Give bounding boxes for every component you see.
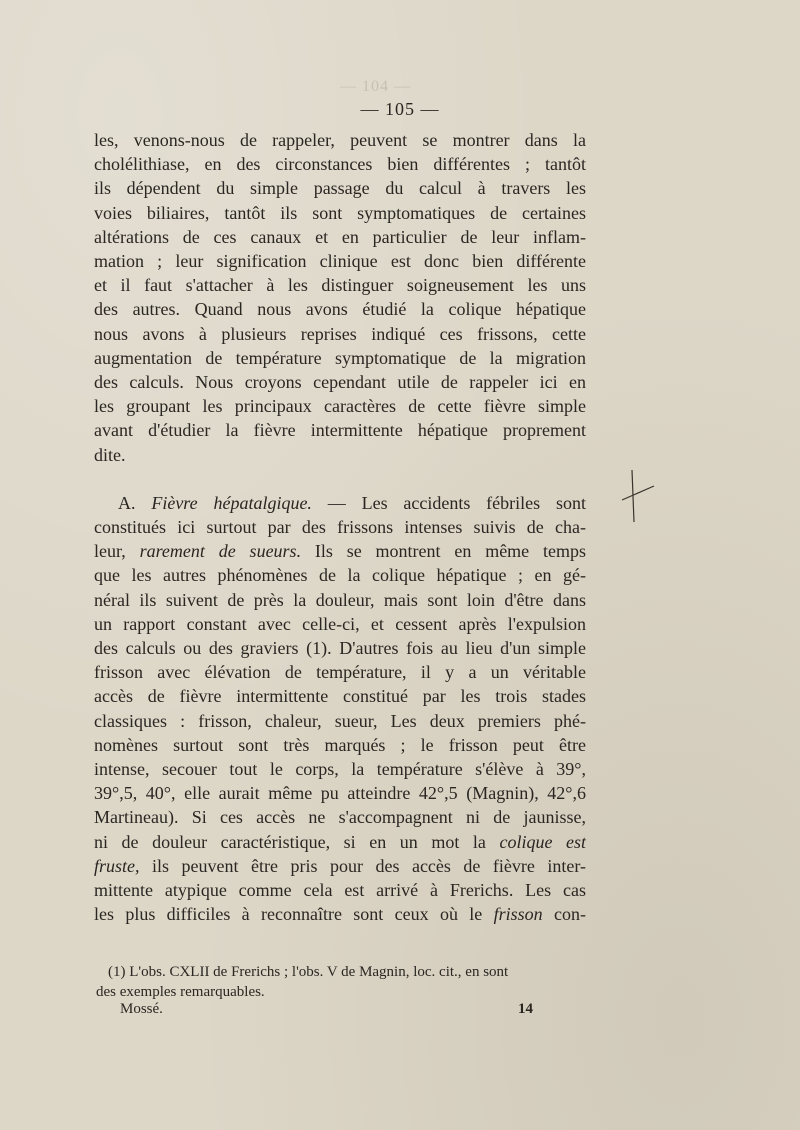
section-a-line: néral ils suivent de près la douleur, mais sont loin d'être dans [94, 589, 586, 610]
sheet-number: 14 [518, 1001, 533, 1017]
paragraph-line: mation ; leur signification clinique est donc bien différente [94, 251, 586, 272]
section-a-line: 39°,5, 40°, elle aurait même pu atteindre 42°,5 (Magnin), 42°,6 [94, 783, 586, 804]
page-number: — 105 — [360, 99, 440, 119]
section-a-line [94, 539, 586, 563]
italic-phrase: colique est [499, 831, 586, 852]
line-text: leur, [94, 541, 140, 562]
section-a-line: mittente atypique comme cela est arrivé à Frerichs. Les cas [94, 880, 586, 901]
section-a-line [94, 854, 586, 878]
paragraph-line: cholélithiase, en des circonstances bien différentes ; tantôt [94, 154, 586, 175]
paragraph-line: voies biliaires, tantôt ils sont symptomatiques de certaines [94, 202, 586, 223]
section-a [94, 491, 586, 927]
paragraph-line: des autres. Quand nous avons étudié la colique hépatique [94, 299, 586, 320]
line-text: les plus difficiles à reconnaître sont ceux où le [94, 904, 494, 925]
section-a-line: nomènes surtout sont très marqués ; le frisson peut être [94, 734, 586, 755]
footnote-line: des exemples remarquables. [96, 984, 265, 1000]
handwritten-margin-mark [618, 466, 658, 526]
italic-phrase: fruste, [94, 855, 140, 876]
section-a-line-1 [94, 491, 586, 515]
paragraph-line: augmentation de température symptomatique de la migration [94, 347, 586, 368]
line-text: Ils se montrent en même temps [301, 541, 586, 562]
main-text [94, 128, 586, 927]
italic-phrase: frisson [493, 904, 543, 925]
section-a-line: un rapport constant avec celle-ci, et cessent après l'expulsion [94, 613, 586, 634]
section-a-line: constitués ici surtout par des frissons intenses suivis de cha- [94, 517, 586, 538]
paragraph-line: nous avons à plusieurs reprises indiqué ces frissons, cette [94, 323, 586, 344]
section-a-line: classiques : frisson, chaleur, sueur, Les deux premiers phé- [94, 710, 586, 731]
section-title: Fièvre hépatalgique. [151, 492, 312, 513]
section-a-line [94, 830, 586, 854]
paragraph-line: et il faut s'attacher à les distinguer soigneusement les uns [94, 275, 586, 296]
paragraph-line: les, venons-nous de rappeler, peuvent se montrer dans la [94, 130, 586, 150]
section-label: A. [118, 492, 136, 513]
line-text: ils peuvent être pris pour des accès de fièvre inter- [139, 855, 586, 876]
line-text: ni de douleur caractéristique, si en un mot la [94, 831, 500, 852]
section-a-line: accès de fièvre intermittente constitué par les trois stades [94, 686, 586, 707]
section-a-line [94, 902, 586, 926]
paragraph-line: ils dépendent du simple passage du calcul à travers les [94, 178, 586, 199]
paragraph-line: les groupant les principaux caractères de cette fièvre simple [94, 396, 586, 417]
section-a-line: des calculs ou des graviers (1). D'autres fois au lieu d'un simple [94, 638, 586, 659]
paragraph-line: des calculs. Nous croyons cependant utile de rappeler ici en [94, 372, 586, 393]
line-text: con- [542, 904, 586, 925]
footnote-line: (1) L'obs. CXLII de Frerichs ; l'obs. V de Magnin, loc. cit., en sont [108, 964, 509, 980]
section-a-line: intense, secouer tout le corps, la température s'élève à 39°, [94, 759, 586, 780]
bleed-through-page-number: — 104 — [340, 78, 411, 95]
printer-signature: Mossé. [120, 1001, 163, 1017]
section-a-line: que les autres phénomènes de la colique hépatique ; en gé- [94, 565, 586, 586]
paragraph-line: avant d'étudier la fièvre intermittente hépatique proprement [94, 420, 586, 441]
footnote [96, 962, 586, 1002]
paragraph-1 [94, 128, 586, 467]
italic-phrase: rarement de sueurs. [139, 541, 302, 562]
section-a-line-1-rest: — Les accidents fébriles sont [311, 492, 586, 513]
paragraph-gap [94, 467, 586, 491]
section-a-line: frisson avec élévation de température, il y a un véritable [94, 662, 586, 683]
paragraph-line: dite. [94, 444, 126, 465]
section-a-line: Martineau). Si ces accès ne s'accompagnent ni de jaunisse, [94, 807, 586, 828]
paragraph-line: altérations de ces canaux et en particulier de leur inflam- [94, 226, 586, 247]
